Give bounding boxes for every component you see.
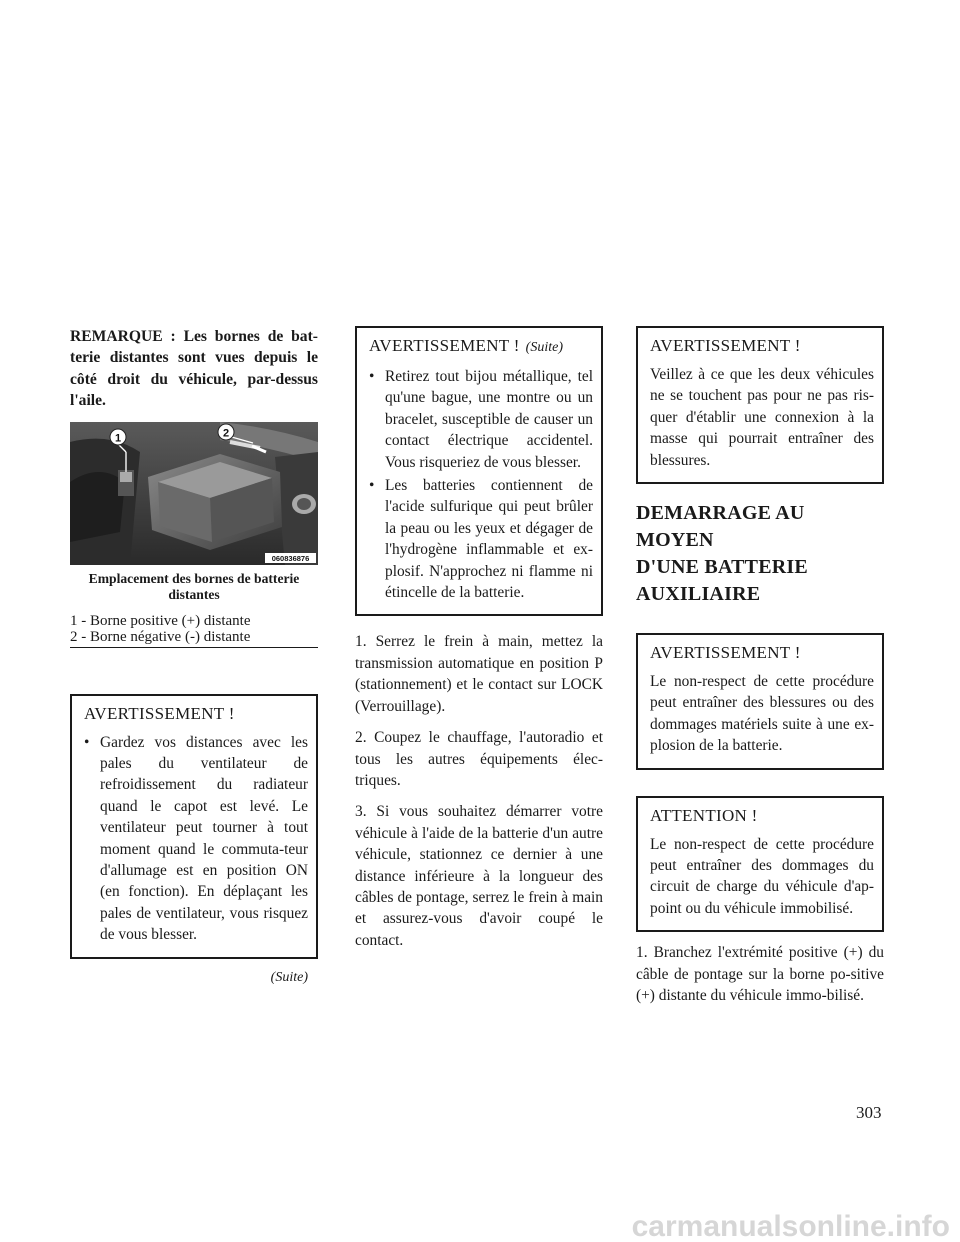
engine-bay-illustration xyxy=(70,422,318,565)
warning-box-procedure xyxy=(636,633,884,770)
callout-1-label: 1 xyxy=(114,432,122,445)
warning-bullet-jewelry: • Retirez tout bijou métallique, tel qu'une bague, une montre ou un bracelet, susceptible de causer un contact électrique accidentel. Vous risqueriez de vous blesser. xyxy=(369,366,593,473)
section-heading-line-3: AUXILIAIRE xyxy=(636,583,761,606)
warning-title-suffix: (Suite) xyxy=(525,340,563,355)
step-1: 1. Serrez le frein à main, mettez la transmission automatique en position P (stationnement) et le contact sur LOCK (Verrouillage). xyxy=(355,633,603,715)
warning-title: AVERTISSEMENT ! xyxy=(84,703,235,723)
warning-box-contact xyxy=(636,326,884,484)
column-1 xyxy=(70,326,318,988)
watermark: carmanualsonline.info xyxy=(631,1210,950,1242)
callout-2-label: 2 xyxy=(222,427,230,440)
warning-title: AVERTISSEMENT ! xyxy=(650,643,801,663)
legend-item-1: 1 - Borne positive (+) distante xyxy=(70,612,251,629)
warning-bullet-acid: • Les batteries contiennent de l'acide sulfurique qui peut brûler la peau ou les yeux et dégager de l'hydrogène inflammable et ex-plosif. N'approchez ni flamme ni étincelle de la batterie. xyxy=(369,475,593,603)
page-number: 303 xyxy=(856,1103,882,1122)
legend-item-2: 2 - Borne négative (-) distante xyxy=(70,628,251,645)
warning-bullet: • Gardez vos distances avec les pales du ventilateur de refroidissement du radiateur quand le capot est levé. Le ventilateur peut tourner à tout moment quand le commuta-teur d'allumage est en position ON (en fonction). En déplaçant les pales de ventilateur, vous risquez de vous blesser. xyxy=(84,732,308,946)
warning-title-continued xyxy=(369,335,593,359)
step-3: 3. Si vous souhaitez démarrer votre véhicule à l'aide de la batterie d'un autre véhicule, stationnez ce dernier à une distance inférieure à la longueur des câbles de pontage, serrez le frein à main et assurez-vous d'avoir coupé le contact. xyxy=(355,803,603,949)
section-heading-line-2: D'UNE BATTERIE xyxy=(636,556,808,579)
warning-text: Veillez à ce que les deux véhicules ne se touchent pas pour ne pas ris-quer d'établir une connexion à la masse qui pourrait entraîner des blessures. xyxy=(650,366,874,469)
figure-legend xyxy=(70,613,318,645)
continued-label: (Suite) xyxy=(270,969,308,985)
legend-rule xyxy=(70,647,318,648)
figure-caption: Emplacement des bornes de batterie distantes xyxy=(88,570,300,602)
note-text: REMARQUE : Les bornes de bat-terie distantes sont vues depuis le côté droit du véhicule, par-dessus l'aile. xyxy=(70,328,318,410)
column-3 xyxy=(636,326,884,1007)
caution-text: Le non-respect de cette procédure peut entraîner des dommages du circuit de charge du véhicule d'ap-point ou du véhicule immobilisé. xyxy=(650,835,874,917)
column-2 xyxy=(355,326,603,951)
caution-box xyxy=(636,796,884,933)
caution-title: ATTENTION ! xyxy=(650,805,758,825)
image-code: 060836876 xyxy=(271,553,310,563)
section-heading-line-1: DEMARRAGE AU MOYEN xyxy=(636,502,805,552)
battery-terminals-photo xyxy=(70,422,318,565)
step-1-connect: 1. Branchez l'extrémité positive (+) du câble de pontage sur la borne po-sitive (+) distante du véhicule immo-bilisé. xyxy=(636,944,884,1005)
warning-title-text: AVERTISSEMENT ! xyxy=(369,336,520,355)
warning-box-fan xyxy=(70,694,318,959)
step-2: 2. Coupez le chauffage, l'autoradio et tous les autres équipements élec-triques. xyxy=(355,729,603,789)
section-heading xyxy=(636,500,884,608)
warning-box-continued xyxy=(355,326,603,616)
warning-text: Le non-respect de cette procédure peut entraîner des blessures ou des dommages matériels suite à une ex-plosion de la batterie. xyxy=(650,673,874,755)
warning-title: AVERTISSEMENT ! xyxy=(650,336,801,355)
